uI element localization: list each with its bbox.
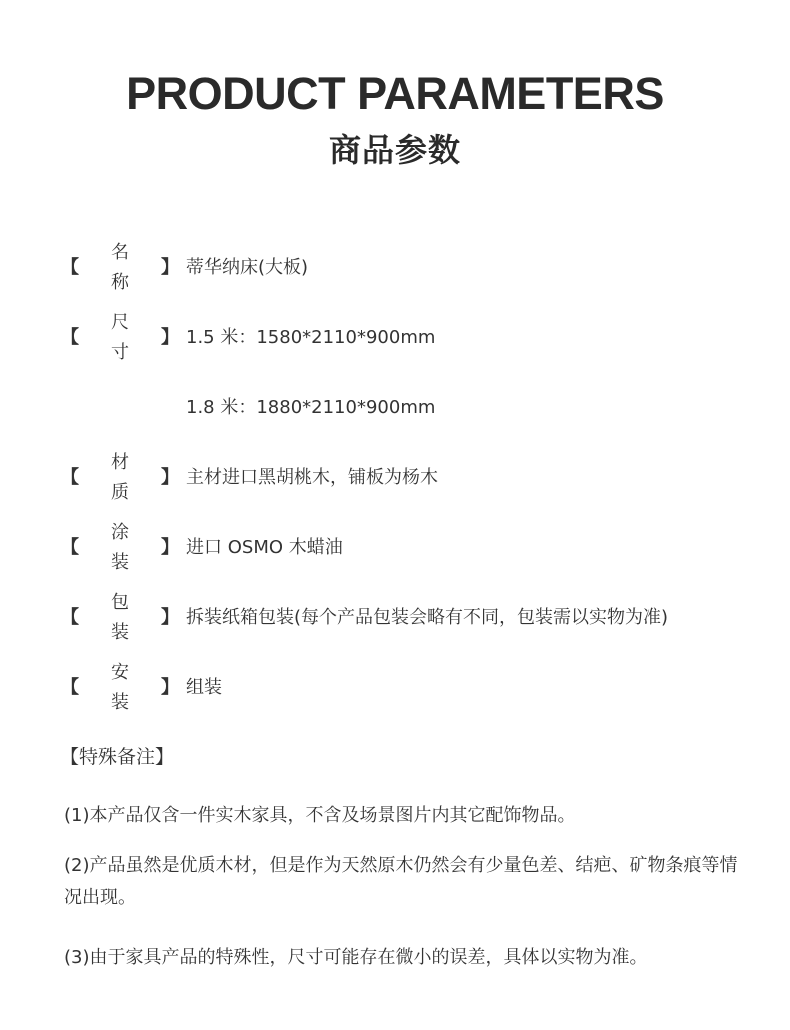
- param-key-label: 名称: [111, 242, 147, 293]
- bracket-open: 【: [61, 537, 79, 558]
- param-key: [60, 308, 186, 368]
- param-key-label: 尺寸: [111, 312, 147, 363]
- param-value: 组装: [186, 677, 222, 698]
- bracket-close: 】: [161, 537, 179, 558]
- param-row-size-alt: [60, 393, 435, 423]
- param-row-material: [60, 452, 438, 503]
- param-row-packaging: [60, 592, 669, 643]
- bracket-open: 【: [61, 257, 79, 278]
- page-title-cn: 商品参数: [328, 131, 461, 169]
- param-row-install: [60, 662, 222, 713]
- param-value: 蒂华纳床(大板): [186, 257, 309, 278]
- bracket-open: 【: [61, 677, 79, 698]
- bracket-open: 【: [61, 327, 79, 348]
- param-key-label: 包装: [111, 592, 147, 643]
- param-row-coating: [60, 522, 343, 573]
- param-row-size: [60, 312, 436, 363]
- param-key: [60, 238, 186, 298]
- bracket-close: 】: [161, 467, 179, 488]
- bracket-open: 【: [61, 607, 79, 628]
- param-key: [60, 588, 186, 648]
- note-item: (3)由于家具产品的特殊性，尺寸可能存在微小的误差，具体以实物为准。: [64, 947, 648, 968]
- bracket-close: 】: [161, 677, 179, 698]
- bracket-close: 】: [161, 257, 179, 278]
- param-key-label: 安装: [111, 662, 147, 713]
- param-key-label: 涂装: [111, 522, 147, 573]
- note-item: (2)产品虽然是优质木材，但是作为天然原木仍然会有少量色差、结疤、矿物条痕等情况出现。: [64, 855, 738, 908]
- param-row-name: [60, 242, 309, 293]
- bracket-close: 】: [161, 327, 179, 348]
- note-item: (1)本产品仅含一件实木家具，不含及场景图片内其它配饰物品。: [64, 805, 576, 826]
- param-value: 1.8 米：1880*2110*900mm: [186, 397, 436, 418]
- param-key: [60, 448, 186, 508]
- bracket-open: 【: [61, 467, 79, 488]
- bracket-close: 】: [161, 607, 179, 628]
- param-value: 主材进口黑胡桃木，铺板为杨木: [186, 467, 438, 488]
- page-title-en: PRODUCT PARAMETERS: [126, 68, 664, 119]
- param-key-label: 材质: [111, 452, 147, 503]
- param-value: 拆装纸箱包装(每个产品包装会略有不同，包装需以实物为准): [186, 607, 669, 628]
- param-key: [60, 518, 186, 578]
- notes-heading: 【特殊备注】: [60, 746, 175, 768]
- param-value: 1.5 米：1580*2110*900mm: [186, 327, 436, 348]
- param-key: [60, 658, 186, 718]
- param-value: 进口 OSMO 木蜡油: [186, 537, 343, 558]
